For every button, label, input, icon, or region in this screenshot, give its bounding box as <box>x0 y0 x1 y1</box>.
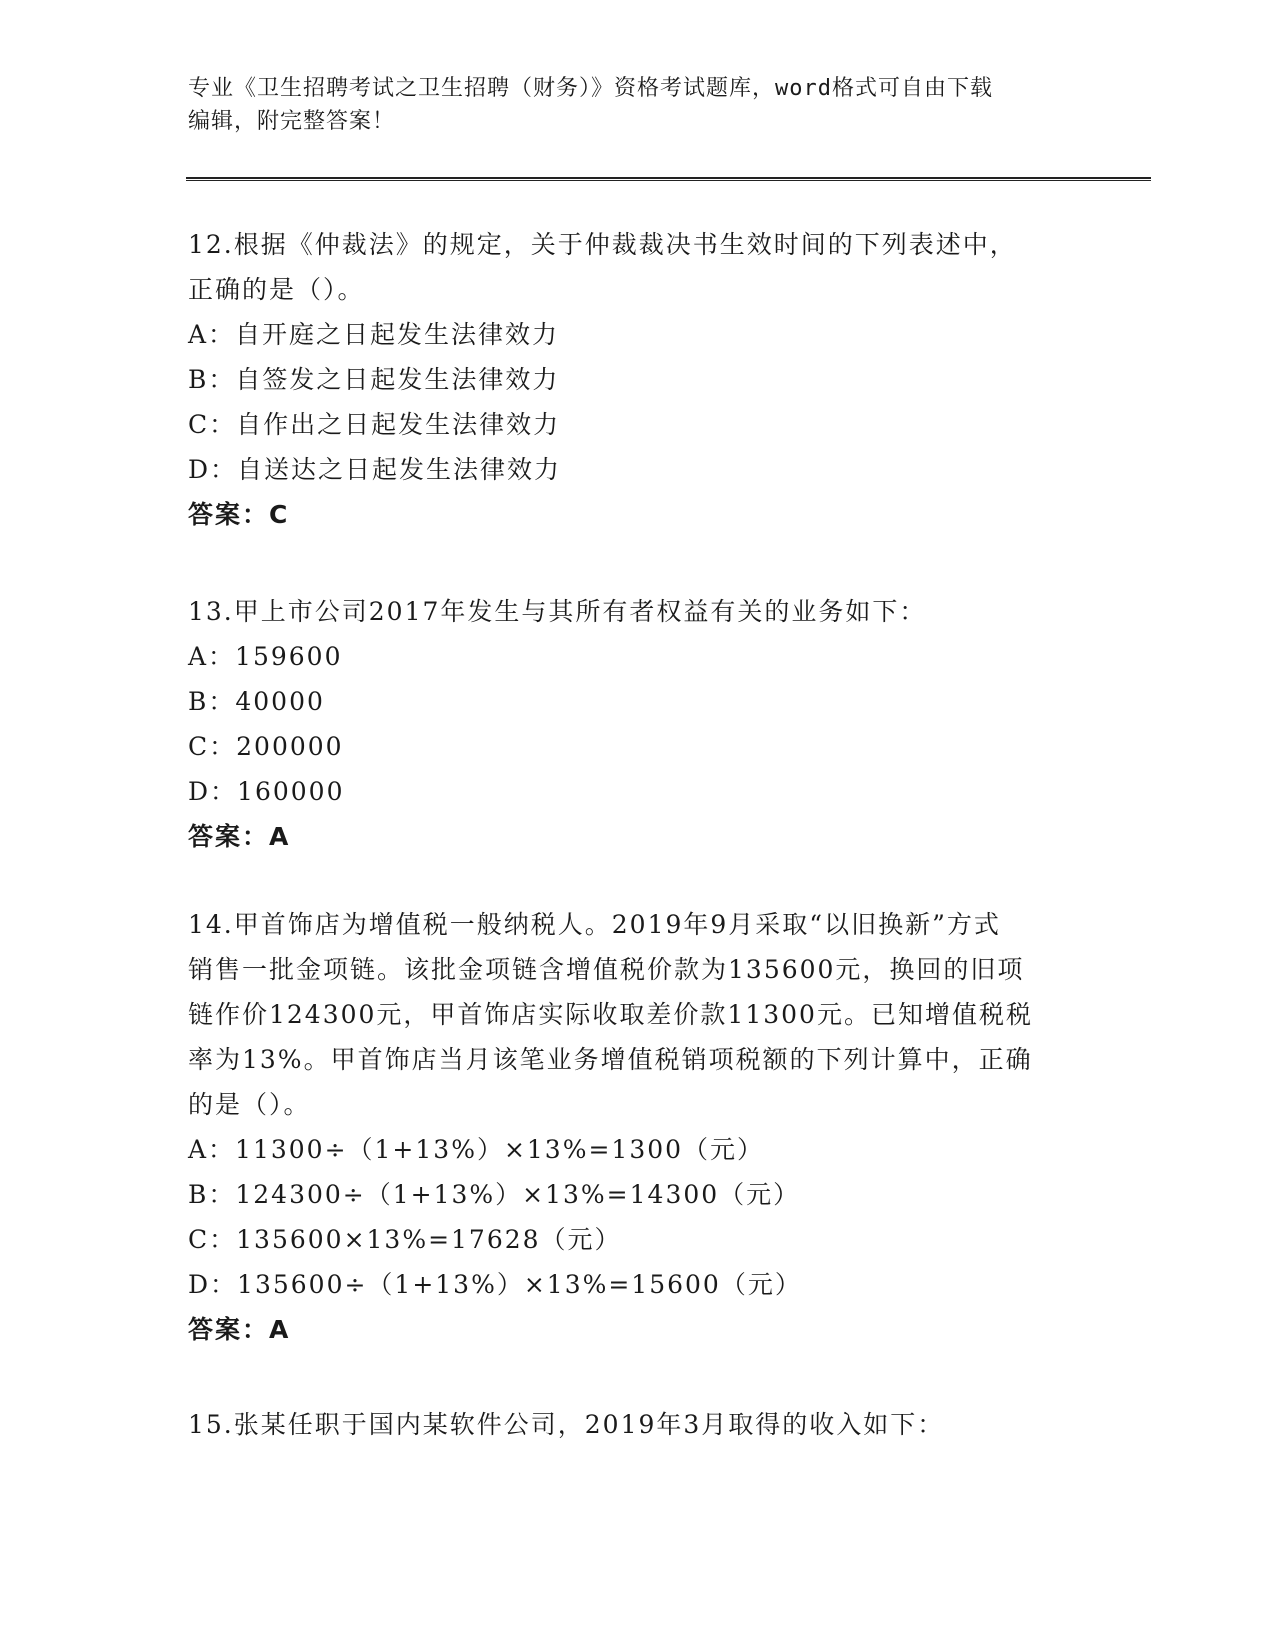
option-d: D：135600÷（1+13%）×13%=15600（元） <box>188 1270 802 1299</box>
header-line-1: 专业《卫生招聘考试之卫生招聘（财务）》资格考试题库，word格式可自由下载 <box>188 76 993 101</box>
option-a: A：自开庭之日起发生法律效力 <box>188 320 560 349</box>
question-14 <box>188 902 1088 1352</box>
question-stem-line: 12.根据《仲裁法》的规定，关于仲裁裁决书生效时间的下列表述中， <box>188 230 1017 259</box>
option-b: B：124300÷（1+13%）×13%=14300（元） <box>188 1180 801 1209</box>
option-c: C：自作出之日起发生法律效力 <box>188 410 561 439</box>
header-line-2: 编辑，附完整答案！ <box>188 109 396 134</box>
question-stem-line: 链作价124300元，甲首饰店实际收取差价款11300元。已知增值税税 <box>188 1000 1033 1029</box>
question-stem-line: 的是（）。 <box>188 1090 311 1119</box>
document-header <box>188 72 1088 138</box>
question-13 <box>188 589 1088 859</box>
question-stem-line: 正确的是（）。 <box>188 275 365 304</box>
option-d: D：自送达之日起发生法律效力 <box>188 455 562 484</box>
question-stem-line: 14.甲首饰店为增值税一般纳税人。2019年9月采取“以旧换新”方式 <box>188 910 1001 939</box>
option-c: C：135600×13%=17628（元） <box>188 1225 622 1254</box>
option-a: A：159600 <box>188 642 343 671</box>
header-divider <box>186 177 1151 181</box>
question-12 <box>188 222 1088 537</box>
answer-label: 答案：A <box>188 822 291 851</box>
option-a: A：11300÷（1+13%）×13%=1300（元） <box>188 1135 765 1164</box>
question-stem-line: 销售一批金项链。该批金项链含增值税价款为135600元，换回的旧项 <box>188 955 1025 984</box>
question-15 <box>188 1402 1088 1447</box>
question-stem-line: 13.甲上市公司2017年发生与其所有者权益有关的业务如下： <box>188 597 927 626</box>
option-b: B：自签发之日起发生法律效力 <box>188 365 560 394</box>
option-b: B：40000 <box>188 687 325 716</box>
option-c: C：200000 <box>188 732 344 761</box>
answer-label: 答案：C <box>188 500 290 529</box>
question-stem-line: 率为13%。甲首饰店当月该笔业务增值税销项税额的下列计算中，正确 <box>188 1045 1033 1074</box>
answer-label: 答案：A <box>188 1315 291 1344</box>
option-d: D：160000 <box>188 777 345 806</box>
question-stem-line: 15.张某任职于国内某软件公司，2019年3月取得的收入如下： <box>188 1410 945 1439</box>
